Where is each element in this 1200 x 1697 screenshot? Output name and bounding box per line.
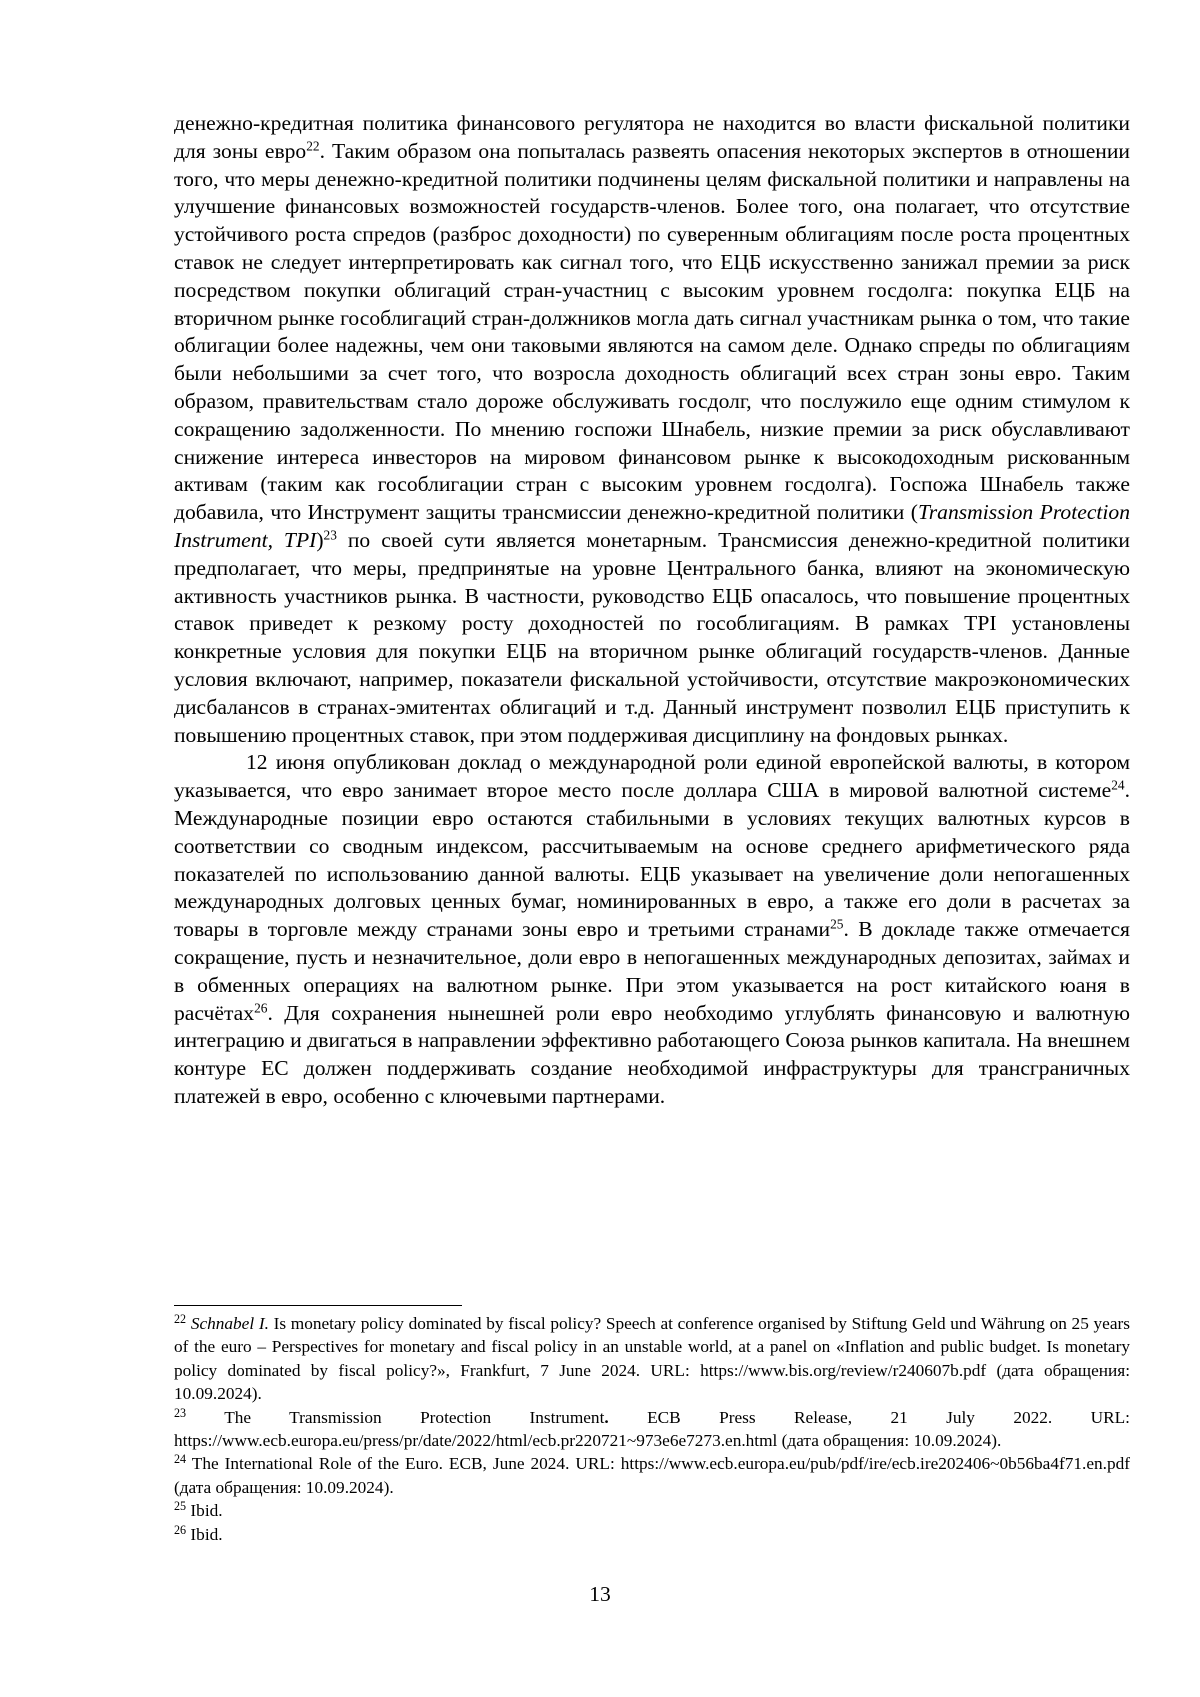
body-text xyxy=(174,110,1130,1111)
footnote-title-dot: . xyxy=(604,1407,609,1427)
paragraph-2-text: 12 июня опубликован доклад о международной роли единой европейской валюты, в котором указывается, что евро занимает второе место после доллара США в мировой валютной системе xyxy=(174,750,1130,803)
footnote-number: 23 xyxy=(174,1405,187,1420)
paragraph-1-text: ) xyxy=(316,527,324,552)
paragraph-2-text: . Для сохранения нынешней роли евро необходимо углублять финансовую и валютную интеграцию и двигаться в направлении эффективно работающего Союза рынков капитала. На внешнем контуре ЕС должен поддерживать создание необходимой инфраструктуры для трансграничных платежей в евро, особенно с ключевыми партнерами. xyxy=(174,1000,1130,1108)
footnote-number: 25 xyxy=(174,1499,187,1514)
paragraph-1-text: . Таким образом она попыталась развеять опасения некоторых экспертов в отношении того, что меры денежно-кредитной политики подчинены целям фискальной политики и направлены на улучшение финансовых возможностей государств-членов. Более того, она полагает, что отсутствие устойчивого роста спредов (разброс доходности) по суверенным облигациям после роста процентных ставок не следует интерпретировать как сигнал того, что ЕЦБ искусственно занижал премии за риск посредством покупки облигаций стран-участниц с высоким уровнем госдолга: покупка ЕЦБ на вторичном рынке гособлигаций стран-должников могла дать сигнал участникам рынка о том, что такие облигации более надежны, чем они таковыми являются на самом деле. Однако спреды по облигациям были небольшими за счет того, что возросла доходность облигаций всех стран зоны евро. Таким образом, правительствам стало дороже обслуживать госдолг, что послужило еще одним стимулом к сокращению задолженности. По мнению госпожи Шнабель, низкие премии за риск обуславливают снижение интереса инвесторов на мировом финансовом рынке к высокодоходным рискованным активам (таким как гособлигации стран с высоким уровнем госдолга). Госпожа Шнабель также добавила, что Инструмент защиты трансмиссии денежно-кредитной политики ( xyxy=(174,138,1130,525)
footnote-separator xyxy=(174,1305,462,1306)
footnote-ref-25[interactable]: 25 xyxy=(830,916,844,932)
footnote-24 xyxy=(174,1452,1130,1499)
page-number: 13 xyxy=(589,1582,611,1606)
footnote-ref-22[interactable]: 22 xyxy=(306,138,320,154)
footnote-ref-26[interactable]: 26 xyxy=(254,1000,268,1016)
paragraph-2-text: . Международные позиции евро остаются стабильными в условиях текущих валютных курсов в соответствии со сводным индексом, рассчитываемым на основе среднего арифметического ряда показателей по использованию данной валюты. ЕЦБ указывает на увеличение доли непогашенных международных долговых ценных бумаг, номинированных в евро, а также его доли в расчетах за товары в торговле между странами зоны евро и третьими странами xyxy=(174,778,1130,942)
footnote-text: Ibid. xyxy=(186,1501,223,1521)
footnote-ref-24[interactable]: 24 xyxy=(1111,777,1125,793)
footnote-number: 22 xyxy=(174,1311,187,1326)
paragraph-1-text: по своей сути является монетарным. Трансмиссия денежно-кредитной политики предполагает, что меры, предпринятые на уровне Центрального банка, влияют на экономическую активность участников рынка. В частности, руководство ЕЦБ опасалось, что повышение процентных ставок приведет к резкому росту доходностей по гособлигациям. В рамках TPI установлены конкретные условия для покупки ЕЦБ на вторичном рынке облигаций государств-членов. Данные условия включают, например, показатели фискальной устойчивости, отсутствие макроэкономических дисбалансов в странах-эмитентах облигаций и т.д. Данный инструмент позволил ЕЦБ приступить к повышению процентных ставок, при этом поддерживая дисциплину на фондовых рынках. xyxy=(174,527,1130,747)
footnotes xyxy=(174,1312,1130,1546)
paragraph-2-text: . В докладе также отмечается сокращение, пусть и незначительное, доли евро в непогашенных международных депозитах, займах и в обменных операциях на валютном рынке. При этом указывается на рост китайского юаня в расчётах xyxy=(174,917,1130,1025)
paragraph-1-text: денежно-кредитная политика финансового регулятора не находится во власти фискальной политики для зоны евро xyxy=(174,111,1130,163)
footnote-26 xyxy=(174,1523,1130,1546)
footnote-number: 24 xyxy=(174,1452,187,1467)
footnote-ref-23[interactable]: 23 xyxy=(323,527,337,543)
footnote-title: The Transmission Protection Instrument xyxy=(186,1407,605,1427)
footnote-23 xyxy=(174,1406,1130,1453)
footnote-text: Is monetary policy dominated by fiscal policy? Speech at conference organised by Stiftung Geld und Währung on 25 years of the euro – Perspectives for monetary and fiscal policy in an unstable world, at a panel on «Inflation and public budget. Is monetary policy dominated by fiscal policy?», Frankfurt, 7 June 2024. URL: https://www.bis.org/review/r240607b.pdf (дата обращения: 10.09.2024). xyxy=(174,1314,1130,1404)
tpi-term: Transmission Protection Instrument, TPI xyxy=(174,500,1130,552)
footnote-author: Schnabel I. xyxy=(190,1314,269,1333)
footnote-text: The International Role of the Euro. ECB, June 2024. URL: https://www.ecb.europa.eu/pub/pdf/ire/ecb.ire202406~0b56ba4f71.en.pdf (дата обращения: 10.09.2024). xyxy=(174,1454,1130,1497)
footnote-text: Ibid. xyxy=(186,1524,223,1544)
footnote-text: ECB Press Release, 21 July 2022. URL: https://www.ecb.europa.eu/press/pr/date/2022/html/ecb.pr220721~973e6e7273.en.html (дата обращения: 10.09.2024). xyxy=(174,1407,1130,1451)
paragraph-2 xyxy=(174,749,1130,1110)
footnote-22 xyxy=(174,1312,1130,1406)
paragraph-1 xyxy=(174,110,1130,749)
footnote-25 xyxy=(174,1499,1130,1522)
footnote-number: 26 xyxy=(174,1522,187,1537)
